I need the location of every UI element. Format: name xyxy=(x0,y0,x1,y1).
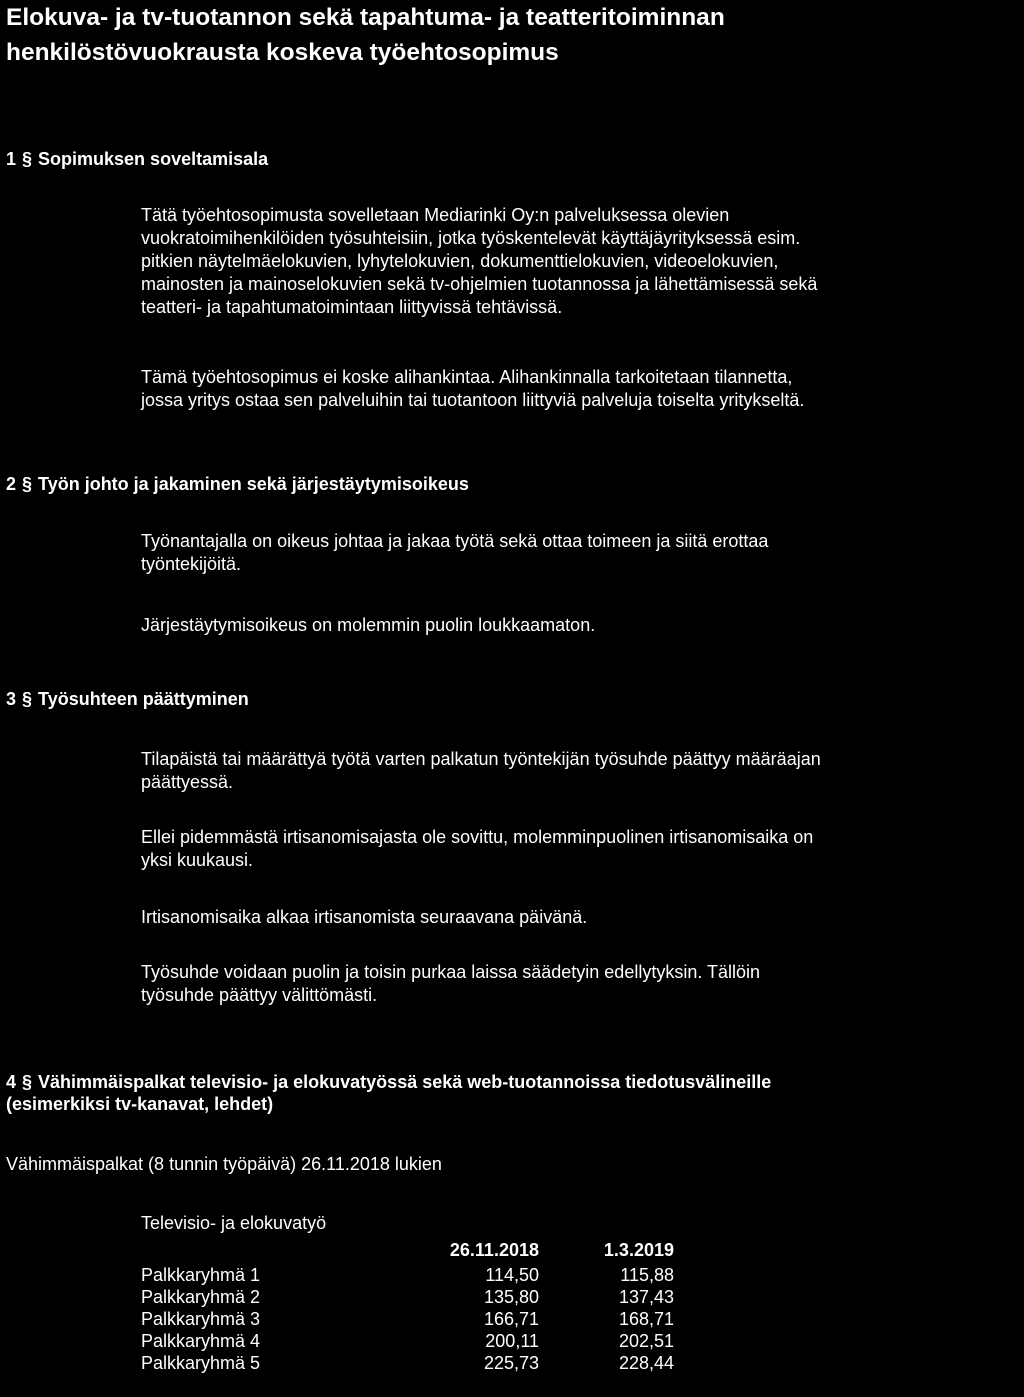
section-symbol: § xyxy=(22,149,33,169)
section-3-paragraph-1 xyxy=(141,748,821,794)
section-number: 3 xyxy=(6,689,17,709)
section-symbol: § xyxy=(22,474,33,494)
section-2-heading xyxy=(6,473,469,495)
wage-value: 114,50 xyxy=(485,1265,539,1285)
wage-value: 202,51 xyxy=(618,1331,674,1351)
wage-value: 137,43 xyxy=(618,1287,674,1307)
section-number: 2 xyxy=(6,474,17,494)
text-line: jossa yritys ostaa sen palveluihin tai tuotantoon liittyviä palveluja toiselta yritykseltä. xyxy=(141,390,805,410)
section-1-paragraph-2 xyxy=(141,366,804,412)
section-4-heading xyxy=(6,1071,771,1115)
text-line: vuokratoimihenkilöiden työsuhteisiin, jotka työskentelevät käyttäjäyrityksessä esim. xyxy=(141,228,801,248)
pay-group-label: Palkkaryhmä 3 xyxy=(141,1309,261,1329)
text-line: Irtisanomisaika alkaa irtisanomista seuraavana päivänä. xyxy=(141,907,588,927)
table-header-row xyxy=(141,1236,674,1264)
text-line: Tätä työehtosopimusta sovelletaan Mediarinki Oy:n palveluksessa olevien xyxy=(141,205,730,225)
wage-value: 168,71 xyxy=(618,1309,674,1329)
section-symbol: § xyxy=(22,1072,33,1092)
section-title-line-2: (esimerkiksi tv-kanavat, lehdet) xyxy=(6,1094,274,1114)
wage-value: 166,71 xyxy=(483,1309,539,1329)
table-row xyxy=(141,1264,674,1286)
section-3-paragraph-2 xyxy=(141,826,813,872)
wage-table-caption: Televisio- ja elokuvatyö xyxy=(141,1213,327,1233)
wage-value: 115,88 xyxy=(620,1265,674,1285)
text-line: Työnantajalla on oikeus johtaa ja jakaa työtä sekä ottaa toimeen ja siitä erottaa xyxy=(141,531,769,551)
section-number: 4 xyxy=(6,1072,17,1092)
text-line: mainosten ja mainoselokuvien sekä tv-ohjelmien tuotannossa ja lähettämisessä sekä xyxy=(141,274,818,294)
section-2-paragraph-1 xyxy=(141,530,768,576)
pay-group-label: Palkkaryhmä 5 xyxy=(141,1353,261,1373)
table-header-date-2: 1.3.2019 xyxy=(603,1240,674,1260)
text-line: työntekijöitä. xyxy=(141,554,242,574)
document-title-line-1: Elokuva- ja tv-tuotannon sekä tapahtuma- ja teatteritoiminnan xyxy=(6,4,725,31)
table-header-date-1: 26.11.2018 xyxy=(449,1240,539,1260)
document-title xyxy=(6,0,725,70)
section-1-paragraph-1 xyxy=(141,204,817,319)
section-title: Työsuhteen päättyminen xyxy=(38,689,249,709)
table-row xyxy=(141,1286,674,1308)
pay-group-label: Palkkaryhmä 1 xyxy=(141,1265,261,1285)
wage-value: 135,80 xyxy=(483,1287,539,1307)
table-row xyxy=(141,1330,674,1352)
wage-value: 200,11 xyxy=(485,1331,539,1351)
table-header-empty xyxy=(141,1236,391,1264)
pay-group-label: Palkkaryhmä 4 xyxy=(141,1331,261,1351)
text-line: yksi kuukausi. xyxy=(141,850,254,870)
section-number: 1 xyxy=(6,149,17,169)
text-line: päättyessä. xyxy=(141,772,234,792)
section-3-heading xyxy=(6,688,249,710)
table-row xyxy=(141,1352,674,1374)
pay-group-label: Palkkaryhmä 2 xyxy=(141,1287,261,1307)
section-1-heading xyxy=(6,148,268,170)
text-line: työsuhde päättyy välittömästi. xyxy=(141,985,378,1005)
text-line: Vähimmäispalkat (8 tunnin työpäivä) 26.11.2018 lukien xyxy=(6,1154,442,1174)
section-3-paragraph-4 xyxy=(141,961,760,1007)
wage-table xyxy=(141,1236,674,1374)
text-line: Työsuhde voidaan puolin ja toisin purkaa laissa säädetyin edellytyksin. Tällöin xyxy=(141,962,761,982)
section-symbol: § xyxy=(22,689,33,709)
text-line: Ellei pidemmästä irtisanomisajasta ole sovittu, molemminpuolinen irtisanomisaika on xyxy=(141,827,814,847)
wage-value: 225,73 xyxy=(483,1353,539,1373)
section-2-paragraph-2 xyxy=(141,614,595,637)
section-4-intro xyxy=(6,1153,442,1176)
document-title-line-2: henkilöstövuokrausta koskeva työehtosopimus xyxy=(6,39,559,66)
text-line: pitkien näytelmäelokuvien, lyhytelokuvien, dokumenttielokuvien, videoelokuvien, xyxy=(141,251,779,271)
section-title: Sopimuksen soveltamisala xyxy=(38,149,269,169)
section-title: Työn johto ja jakaminen sekä järjestäytymisoikeus xyxy=(38,474,469,494)
text-line: Tämä työehtosopimus ei koske alihankintaa. Alihankinnalla tarkoitetaan tilannetta, xyxy=(141,367,793,387)
wage-value: 228,44 xyxy=(618,1353,674,1373)
text-line: Tilapäistä tai määrättyä työtä varten palkatun työntekijän työsuhde päättyy määräajan xyxy=(141,749,821,769)
section-3-paragraph-3 xyxy=(141,906,587,929)
text-line: teatteri- ja tapahtumatoimintaan liittyvissä tehtävissä. xyxy=(141,297,563,317)
section-title: Vähimmäispalkat televisio- ja elokuvatyössä sekä web-tuotannoissa tiedotusvälineille xyxy=(38,1072,772,1092)
text-line: Järjestäytymisoikeus on molemmin puolin loukkaamaton. xyxy=(141,615,596,635)
table-row xyxy=(141,1308,674,1330)
